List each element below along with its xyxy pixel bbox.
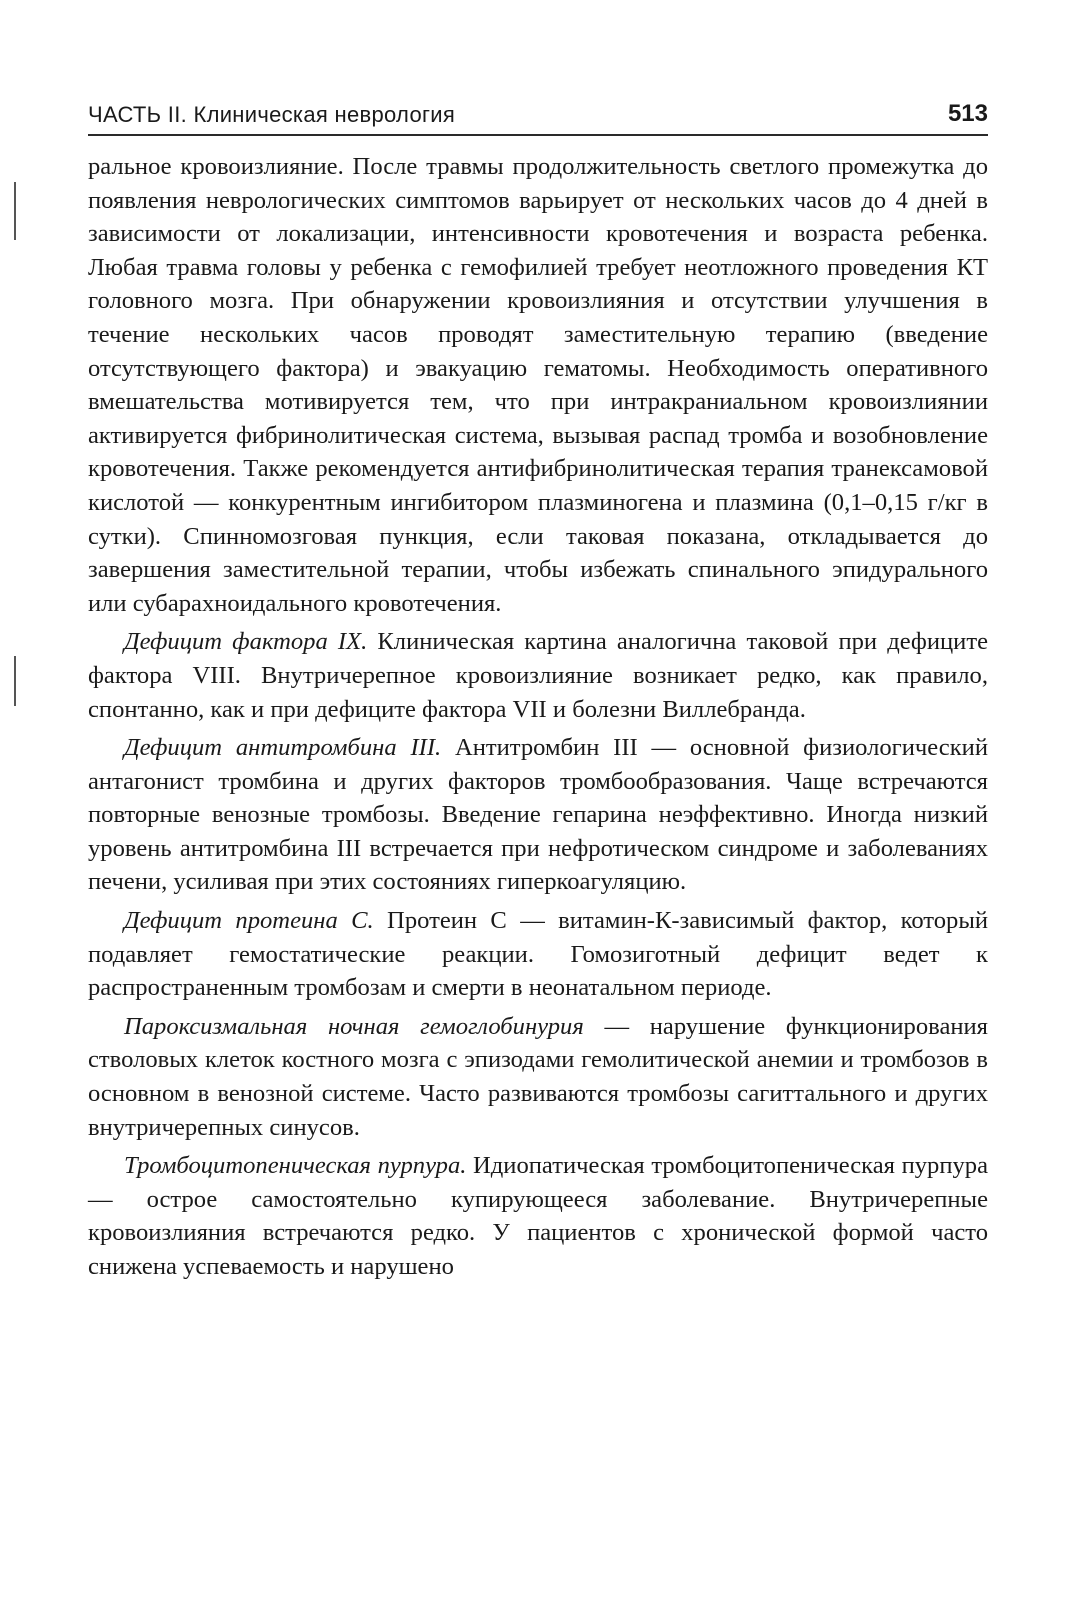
paragraph-heading: Дефицит фактора IX. — [124, 628, 368, 656]
paragraph-protein-c — [88, 904, 988, 1005]
body-text — [88, 150, 988, 1284]
paragraph-itp — [88, 1149, 988, 1283]
paragraph-text: Идиопатическая тромбоцитопеническая пурпура — острое самостоятельно купирующееся заболевание. Внутричерепные кровоизлияния встречаются редко. У пациентов с хронической формой часто снижена успеваемость и нарушено — [88, 1152, 988, 1280]
paragraph-text: ральное кровоизлияние. После травмы продолжительность светлого промежутка до появления неврологических симптомов варьирует от нескольких часов до 4 дней в зависимости от локализации, интенсивности кровотечения и возраста ребенка. Любая травма головы у ребенка с гемофилией требует неотложного проведения КТ головного мозга. При обнаружении кровоизлияния и отсутствии улучшения в течение нескольких часов проводят заместительную терапию (введение отсутствующего фактора) и эвакуацию гематомы. Необходимость оперативного вмешательства мотивируется тем, что при интракраниальном кровоизлиянии активируется фибринолитическая система, вызывая распад тромба и возобновление кровотечения. Также рекомендуется антифибринолитическая терапия транексамовой кислотой — конкурентным ингибитором плазминогена и плазмина (0,1–0,15 г/кг в сутки). Спинномозговая пункция, если таковая показана, откладывается до завершения заместительной терапии, чтобы избежать спинального эпидурального или субарахноидального кровотечения. — [88, 153, 988, 617]
paragraph-heading: Дефицит протеина С. — [124, 907, 374, 935]
running-title: ЧАСТЬ II. Клиническая неврология — [88, 102, 456, 127]
paragraph-text: Клиническая картина аналогична таковой при дефиците фактора VIII. Внутричерепное кровоизлияние возникает редко, как правило, спонтанно, как и при дефиците фактора VII и болезни Виллебранда. — [88, 628, 989, 723]
paragraph-continuation — [88, 150, 988, 620]
paragraph-pnh — [88, 1010, 988, 1144]
paragraph-heading: Дефицит антитромбина III. — [124, 734, 442, 762]
paragraph-antithrombin — [88, 731, 988, 899]
paragraph-text: Протеин С — витамин-К-зависимый фактор, который подавляет гемостатические реакции. Гомозиготный дефицит ведет к распространенным тромбозам и смерти в неонатальном периоде. — [88, 907, 989, 1002]
paragraph-heading: Пароксизмальная ночная гемоглобинурия — [124, 1012, 584, 1040]
page-header — [88, 100, 988, 136]
paragraph-text: Антитромбин III — основной физиологический антагонист тромбина и других факторов тромбообразования. Чаще встречаются повторные венозные тромбозы. Введение гепарина неэффективно. Иногда низкий уровень антитромбина III встречается при нефротическом синдроме и заболеваниях печени, усиливая при этих состояниях гиперкоагуляцию. — [88, 734, 988, 896]
paragraph-heading: Тромбоцитопеническая пурпура. — [124, 1152, 467, 1180]
page-number: 513 — [947, 100, 988, 127]
margin-mark-top — [14, 182, 16, 240]
margin-mark-bottom — [14, 656, 16, 706]
paragraph-factor-ix — [88, 625, 988, 726]
paragraph-text: — нарушение функционирования стволовых клеток костного мозга с эпизодами гемолитической анемии и тромбозов в основном в венозной системе. Часто развиваются тромбозы сагиттального и других внутричерепных синусов. — [88, 1012, 988, 1141]
